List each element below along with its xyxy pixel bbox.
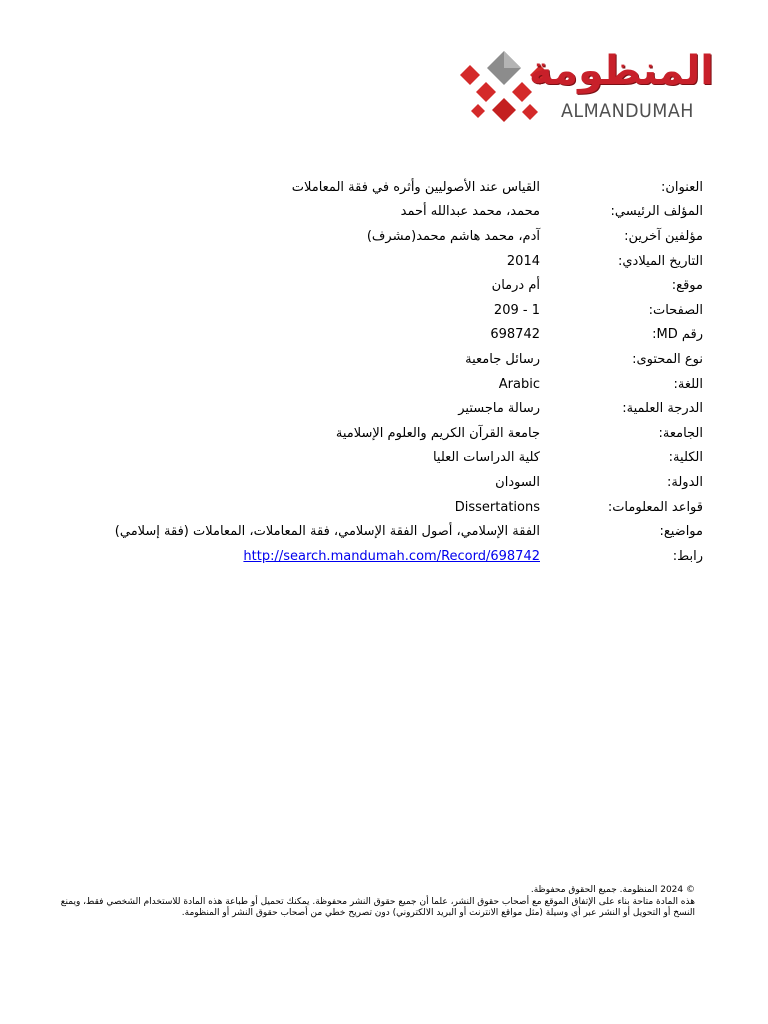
- field-location: [40, 273, 705, 298]
- almandumah-logo: [456, 48, 718, 130]
- field-label: الصفحات:: [648, 302, 703, 318]
- field-value: القياس عند الأصوليين وأثره في فقة المعاملات: [291, 179, 540, 195]
- field-label: قواعد المعلومات:: [607, 499, 703, 515]
- copyright-line: © 2024 المنظومة. جميع الحقوق محفوظة.: [530, 885, 695, 895]
- field-md-number: [40, 323, 705, 348]
- logo-diamond-gray-highlight: [504, 51, 521, 68]
- field-title: [40, 175, 705, 200]
- field-value: كلية الدراسات العليا: [432, 450, 540, 466]
- field-value: أم درمان: [491, 278, 540, 294]
- record-link[interactable]: http://search.mandumah.com/Record/698742: [243, 548, 540, 564]
- field-value: رسالة ماجستير: [458, 401, 540, 417]
- field-value: رسائل جامعية: [465, 351, 540, 367]
- field-label: رابط:: [672, 548, 703, 564]
- field-value: 698742: [490, 327, 540, 343]
- field-label: الدرجة العلمية:: [622, 401, 703, 417]
- logo-arabic-wordmark: المنظومة: [529, 48, 714, 94]
- field-label: نوع المحتوى:: [632, 351, 703, 367]
- field-label: مؤلفين آخرين:: [624, 228, 703, 244]
- field-value: [40, 549, 540, 564]
- field-label: الكلية:: [668, 450, 703, 466]
- field-value: Dissertations: [454, 499, 540, 515]
- field-label: الدولة:: [667, 474, 703, 490]
- field-content-type: [40, 347, 705, 372]
- field-subjects: [40, 519, 705, 544]
- field-label: اللغة:: [673, 376, 703, 392]
- usage-notice: هذه المادة متاحة بناء على الإتفاق الموقع مع أصحاب حقوق النشر، علما أن جميع حقوق النشر محفوظة. يمكنك تحميل أو طباعة هذه المادة للاستخدام الشخصي فقط، ويمنع النسخ أو التحويل أو النشر عبر أي وسيلة (مثل مواقع الانترنت أو البريد الالكتروني) دون تصريح خطي من أصحاب حقوق النشر أو المنظومة.: [60, 896, 695, 918]
- field-other-authors: [40, 224, 705, 249]
- field-value: Arabic: [498, 376, 540, 392]
- field-database: [40, 495, 705, 520]
- field-label: موقع:: [671, 278, 703, 294]
- field-country: [40, 470, 705, 495]
- field-date: [40, 249, 705, 274]
- field-label: المؤلف الرئيسي:: [610, 204, 703, 220]
- field-degree: [40, 396, 705, 421]
- logo-diamond-red-5: [471, 104, 485, 118]
- field-university: [40, 421, 705, 446]
- field-pages: [40, 298, 705, 323]
- logo-diamond-red-7: [522, 104, 538, 120]
- field-value: السودان: [495, 474, 540, 490]
- logo-latin-wordmark: ALMANDUMAH: [561, 100, 694, 122]
- field-label: التاريخ الميلادي:: [618, 253, 703, 269]
- field-value: 2014: [506, 253, 540, 269]
- field-label: العنوان:: [660, 179, 703, 195]
- field-value: الفقة الإسلامي، أصول الفقة الإسلامي، فقة المعاملات، المعاملات (فقة إسلامي): [114, 524, 540, 540]
- logo-diamond-red-3: [476, 82, 496, 102]
- field-label: مواضيع:: [659, 524, 703, 540]
- record-details: [40, 175, 705, 569]
- field-college: [40, 446, 705, 471]
- logo-diamond-red-6: [492, 98, 516, 122]
- field-value: آدم، محمد هاشم محمد(مشرف): [366, 228, 540, 244]
- field-label: رقم MD:: [652, 327, 703, 343]
- field-main-author: [40, 200, 705, 225]
- field-value: 1 - 209: [493, 302, 540, 318]
- field-link: [40, 544, 705, 569]
- field-value: محمد، محمد عبدالله أحمد: [400, 204, 540, 220]
- copyright-footer: [52, 885, 695, 920]
- field-value: جامعة القرآن الكريم والعلوم الإسلامية: [335, 425, 540, 441]
- logo-diamond-red-1: [460, 65, 480, 85]
- field-label: الجامعة:: [658, 425, 703, 441]
- field-language: [40, 372, 705, 397]
